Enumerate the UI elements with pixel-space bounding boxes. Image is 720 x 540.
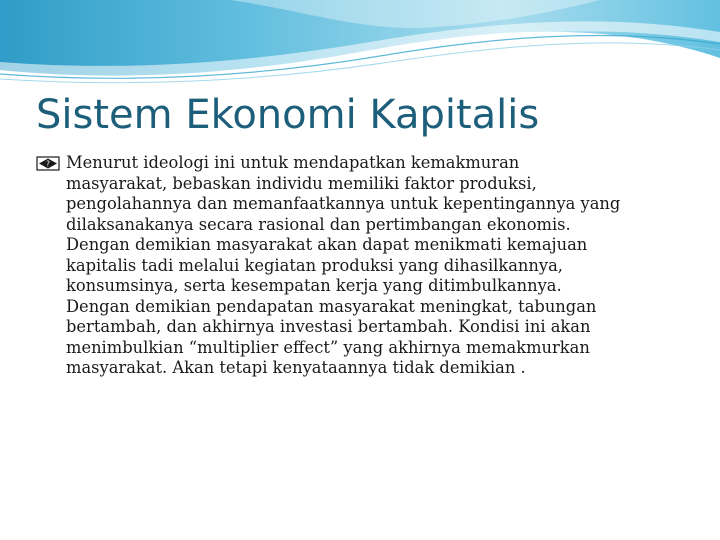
bullet-item <box>36 153 684 379</box>
body-paragraph <box>36 153 684 379</box>
slide-title: Sistem Ekonomi Kapitalis <box>36 92 540 138</box>
replacement-character-icon <box>36 156 60 171</box>
header-wave-decoration <box>0 0 720 90</box>
svg-text:?: ? <box>46 159 50 169</box>
bullet-text: Menurut ideologi ini untuk mendapatkan kemakmuran masyarakat, bebaskan individu memiliki faktor produksi, pengolahannya dan memanfaatkannya untuk kepentingannya yang dilaksanakanya secara rasional dan pertimbangan ekonomis. Dengan demikian masyarakat akan dapat menikmati kemajuan kapitalis tadi melalui kegiatan produksi yang dihasilkannya, konsumsinya, serta kesempatan kerja yang ditimbulkannya. Dengan demikian pendapatan masyarakat meningkat, tabungan bertambah, dan akhirnya investasi bertambah. Kondisi ini akan menimbulkian “multiplier effect” yang akhirnya memakmurkan masyarakat. Akan tetapi kenyataannya tidak demikian . <box>66 153 621 377</box>
